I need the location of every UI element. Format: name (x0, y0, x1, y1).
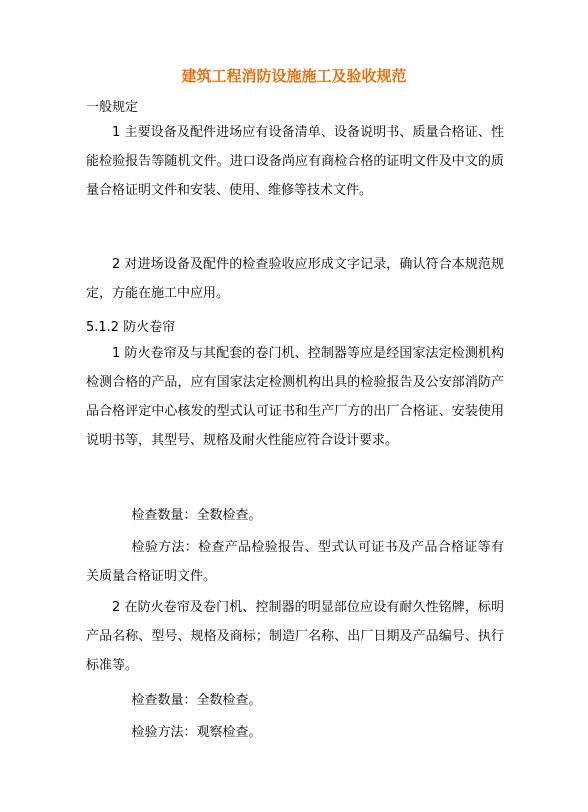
document-title: 建筑工程消防设施施工及验收规范 (181, 67, 407, 85)
check-quantity-1: 检查数量：全数检查。 (131, 508, 262, 523)
section-heading-general: 一般规定 (86, 100, 139, 115)
paragraph-1: 1 主要设备及配件进场应有设备清单、设备说明书、质量合格证、性能检验报告等随机文件。进口设备尚应有商检合格的证明文件及中文的质量合格证明文件和安装、使用、维修等技术文件。 (86, 125, 504, 198)
paragraph-2: 2 对进场设备及配件的检查验收应形成文字记录，确认符合本规范规定，方能在施工中应用。 (86, 257, 504, 301)
check-method-1: 检验方法：检查产品检验报告、型式认可证书及产品合格证等有关质量合格证明文件。 (86, 540, 504, 584)
section-heading-5-1-2: 5.1.2 防火卷帘 (86, 320, 176, 335)
paragraph-3: 1 防火卷帘及与其配套的卷门机、控制器等应是经国家法定检测机构检测合格的产品，应有国家法定检测机构出具的检验报告及公安部消防产品合格评定中心核发的型式认可证书和生产厂方的出厂合格证、安装使用说明书等，其型号、规格及耐火性能应符合设计要求。 (86, 346, 504, 448)
check-quantity-2: 检查数量：全数检查。 (131, 693, 262, 708)
check-method-2: 检验方法：观察检查。 (131, 725, 262, 740)
paragraph-4: 2 在防火卷帘及卷门机、控制器的明显部位应设有耐久性铭牌，标明产品名称、型号、规格及商标；制造厂名称、出厂日期及产品编号、执行标准等。 (86, 600, 504, 673)
